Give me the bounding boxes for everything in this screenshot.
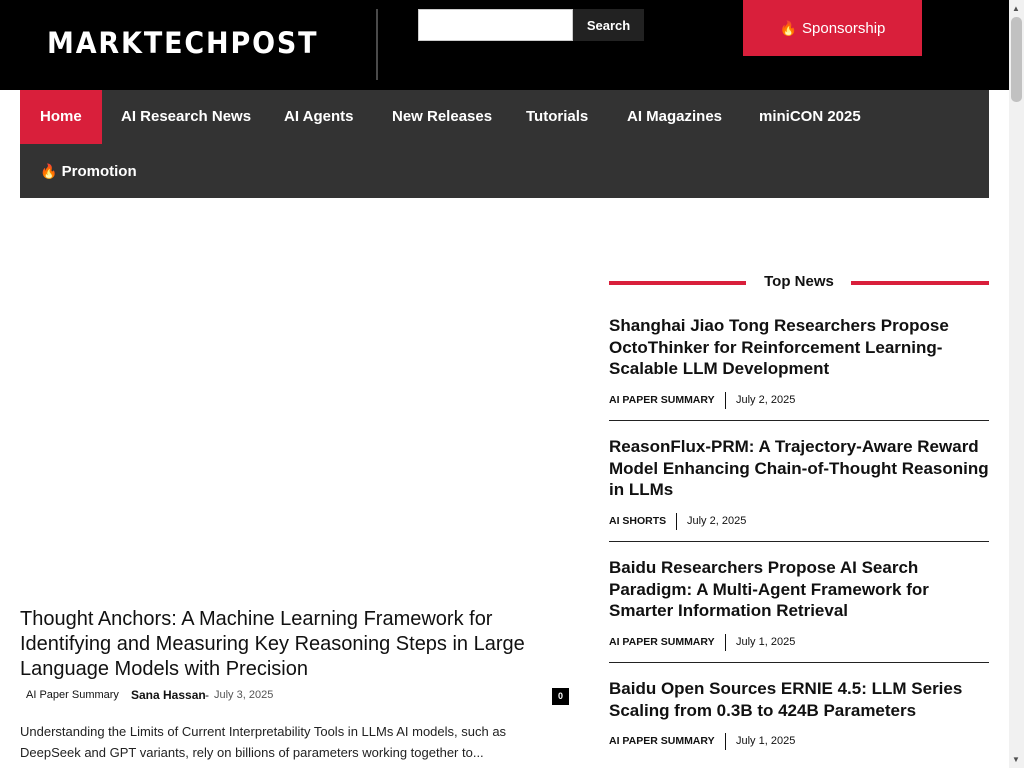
news-item-category[interactable]: AI PAPER SUMMARY	[609, 735, 715, 747]
meta-separator	[725, 392, 726, 409]
nav-item-minicon-2025[interactable]: miniCON 2025	[759, 108, 861, 125]
news-item-date: July 1, 2025	[736, 635, 796, 648]
news-item	[609, 436, 989, 530]
site-logo[interactable]: MARKTECHPOST	[47, 26, 319, 60]
news-item-date: July 1, 2025	[736, 735, 796, 747]
main-nav	[20, 90, 989, 198]
hero-date-separator: -	[205, 688, 209, 702]
news-item-meta	[609, 392, 989, 409]
top-news-title: Top News	[764, 273, 834, 290]
meta-separator	[676, 513, 677, 530]
news-item-title[interactable]: Baidu Open Sources ERNIE 4.5: LLM Series Scaling from 0.3B to 424B Parameters	[609, 679, 963, 720]
news-item-meta	[609, 634, 989, 651]
search-button[interactable]: Search	[573, 9, 644, 41]
comment-count-badge[interactable]: 0	[552, 688, 569, 705]
news-item	[609, 557, 989, 651]
news-item-title[interactable]: ReasonFlux-PRM: A Trajectory-Aware Reward Model Enhancing Chain-of-Thought Reasoning in LLMs	[609, 437, 989, 499]
sponsorship-button[interactable]	[743, 0, 922, 56]
header-divider	[376, 9, 378, 80]
news-item-title[interactable]: Baidu Researchers Propose AI Search Paradigm: A Multi-Agent Framework for Smarter Information Retrieval	[609, 558, 929, 620]
nav-item-tutorials[interactable]: Tutorials	[526, 108, 589, 125]
fire-icon: 🔥	[40, 163, 58, 179]
hero-author[interactable]: Sana Hassan	[131, 688, 206, 702]
hero-date: July 3, 2025	[214, 689, 274, 701]
news-divider	[609, 420, 989, 421]
news-divider	[609, 662, 989, 663]
nav-item-new-releases[interactable]: New Releases	[392, 108, 493, 125]
nav-item-ai-agents[interactable]: AI Agents	[284, 108, 354, 125]
nav-item-promotion-label: Promotion	[61, 163, 137, 180]
search-input[interactable]	[418, 9, 573, 41]
hero-category[interactable]: AI Paper Summary	[26, 689, 119, 701]
page-scrollbar[interactable]	[1009, 0, 1024, 768]
hero-article-meta	[20, 688, 569, 704]
nav-item-home[interactable]: Home	[20, 90, 102, 144]
meta-separator	[725, 733, 726, 750]
news-item	[609, 315, 989, 409]
news-item-title[interactable]: Shanghai Jiao Tong Researchers Propose OctoThinker for Reinforcement Learning-Scalable LLM Development	[609, 316, 949, 378]
fire-icon: 🔥	[779, 19, 798, 36]
nav-item-promotion[interactable]	[20, 144, 157, 198]
meta-separator	[725, 634, 726, 651]
top-news-heading	[609, 270, 989, 296]
news-item-meta	[609, 733, 989, 750]
news-item-date: July 2, 2025	[687, 514, 747, 527]
news-item-meta	[609, 513, 989, 530]
news-item-category[interactable]: AI PAPER SUMMARY	[609, 635, 715, 648]
chevron-down-icon[interactable]: ▼	[1012, 755, 1020, 764]
chevron-up-icon[interactable]: ▲	[1012, 4, 1020, 13]
hero-article-excerpt: Understanding the Limits of Current Interpretability Tools in LLMs AI models, such as DeepSeek and GPT variants, rely on billions of parameters working together to...	[20, 724, 507, 760]
news-item-date: July 2, 2025	[736, 393, 796, 406]
scrollbar-thumb[interactable]	[1011, 17, 1022, 102]
sponsorship-label: Sponsorship	[802, 19, 886, 37]
news-divider	[609, 541, 989, 542]
nav-item-ai-magazines[interactable]: AI Magazines	[627, 108, 723, 125]
hero-article-title[interactable]: Thought Anchors: A Machine Learning Framework for Identifying and Measuring Key Reasoning Steps in Large Language Models with Precision	[20, 608, 525, 680]
nav-item-ai-research-news[interactable]: AI Research News	[121, 108, 252, 125]
news-item	[609, 678, 989, 750]
news-item-category[interactable]: AI PAPER SUMMARY	[609, 393, 715, 406]
news-item-category[interactable]: AI SHORTS	[609, 514, 667, 527]
top-header	[0, 0, 1009, 90]
